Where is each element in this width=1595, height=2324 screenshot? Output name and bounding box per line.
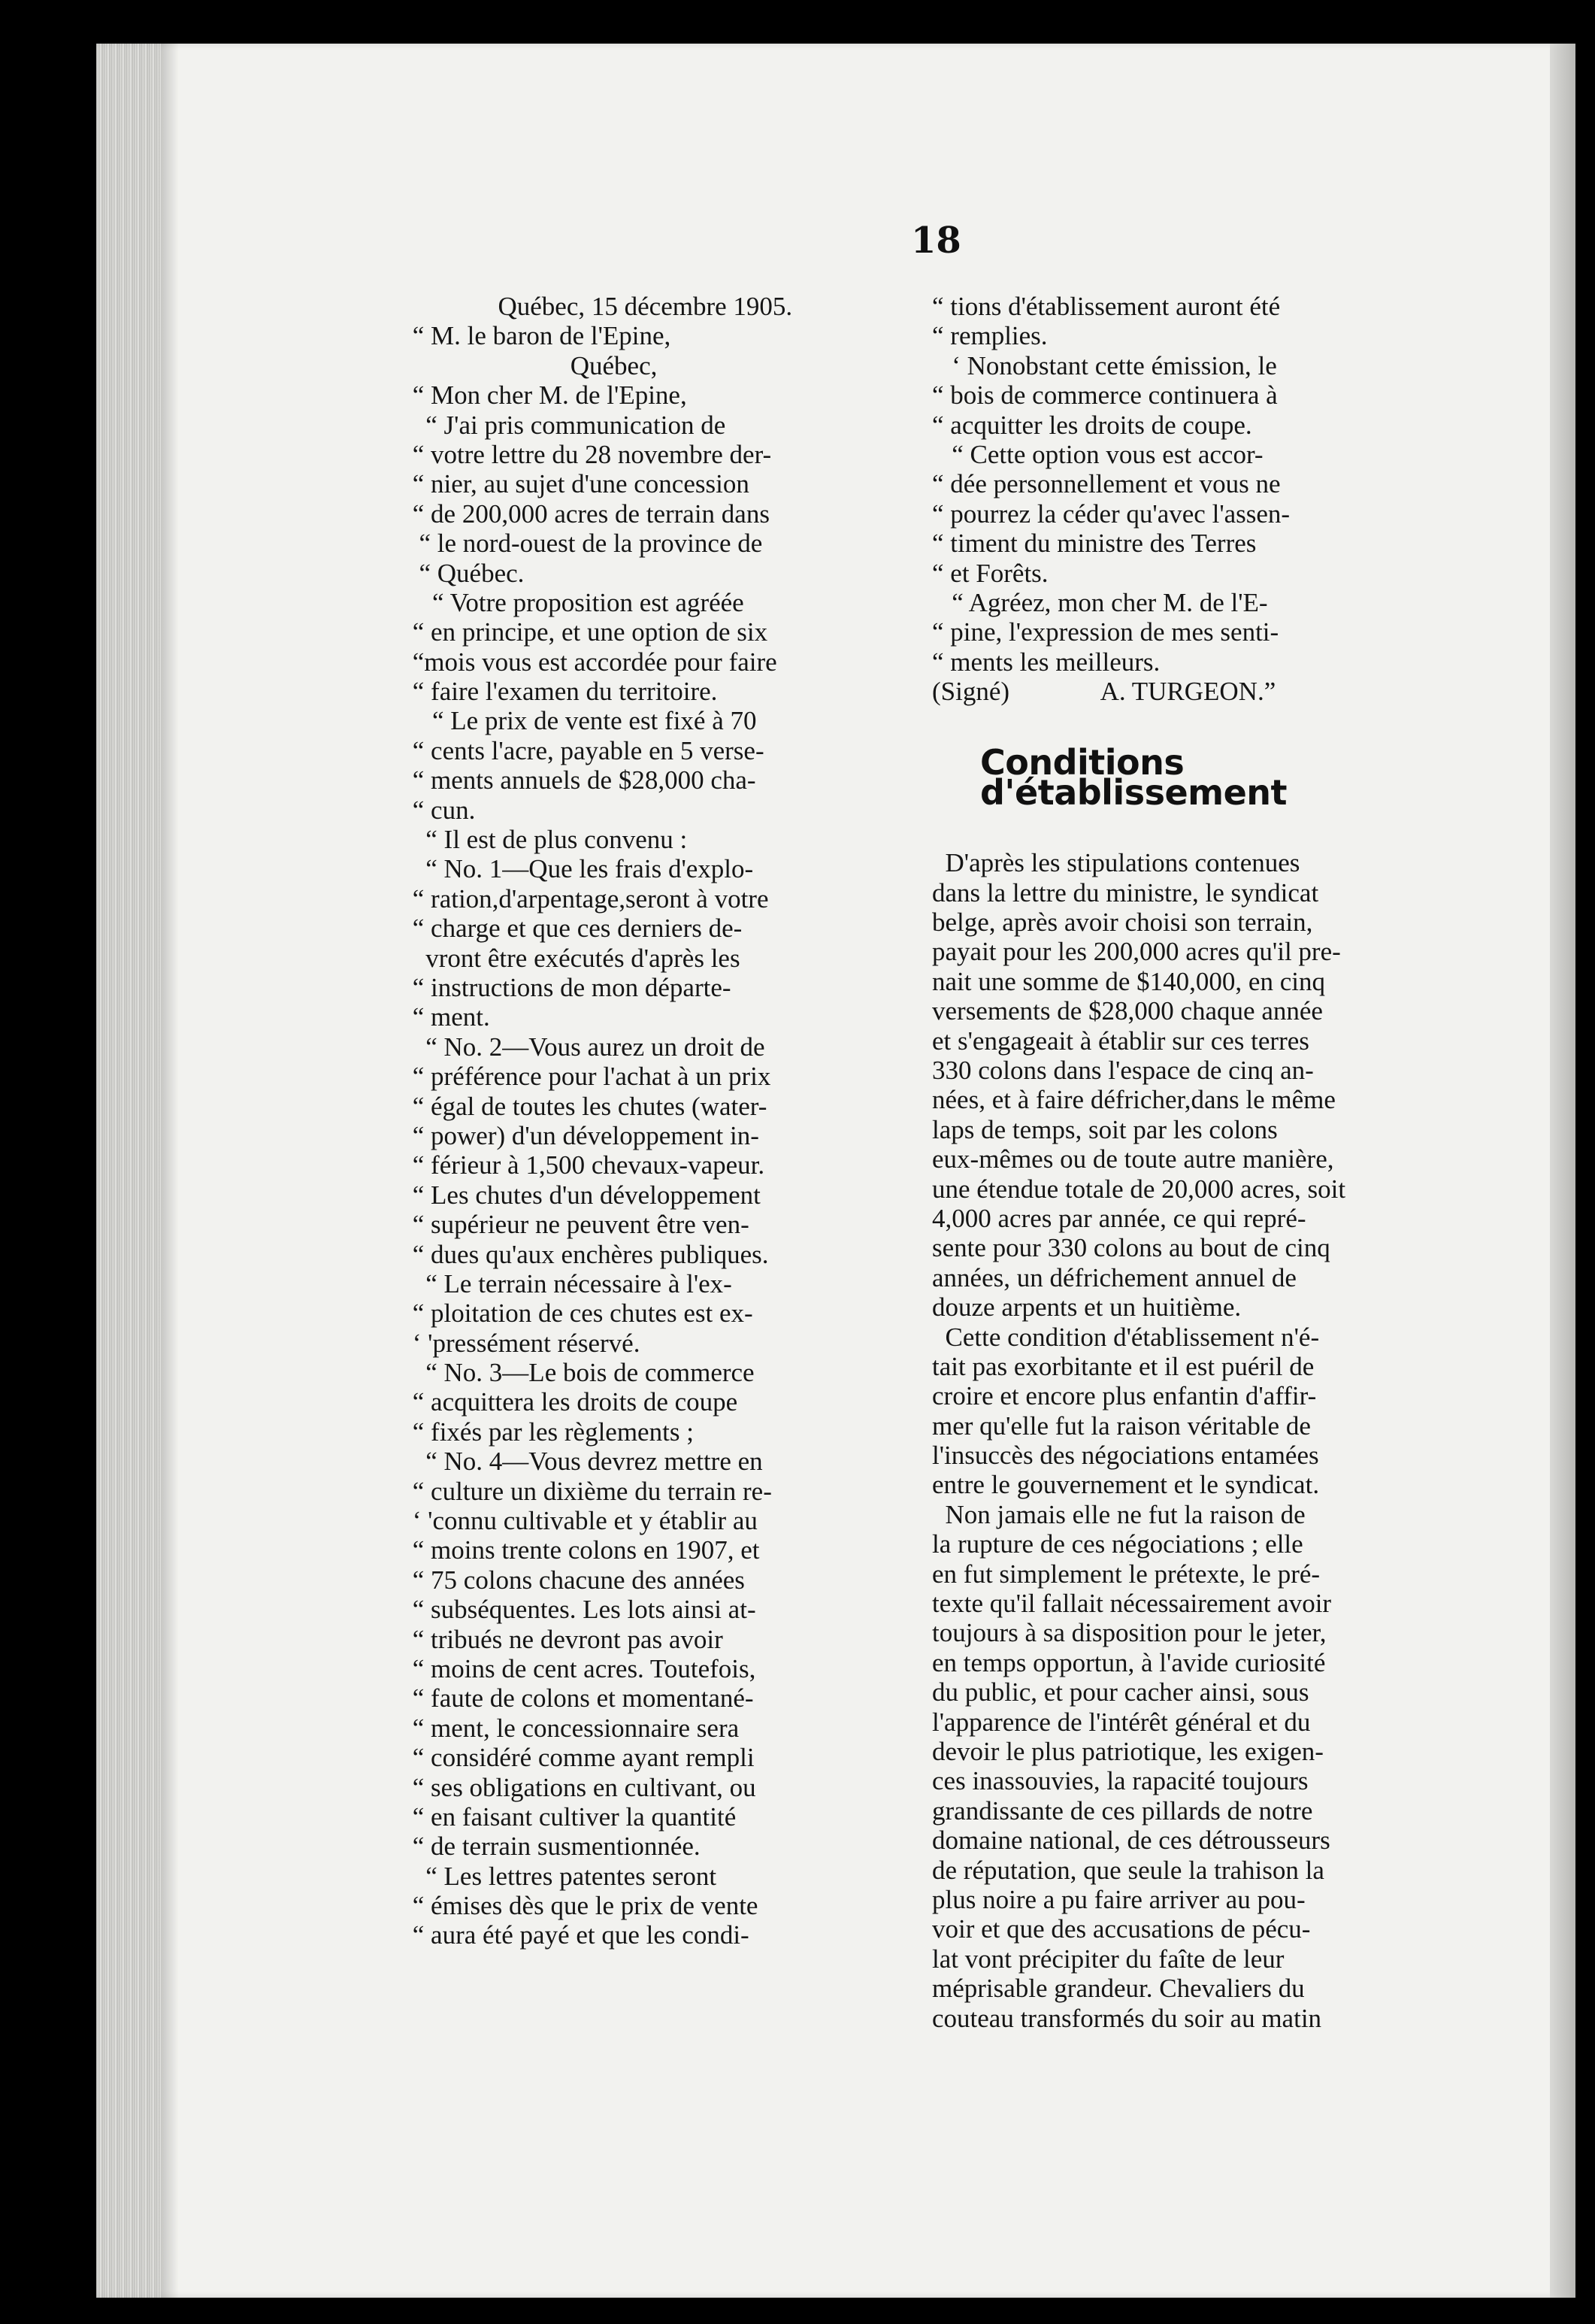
text-line: “ ments annuels de $28,000 cha-: [406, 765, 756, 795]
text-line: ‘ 'pressément réservé.: [406, 1328, 640, 1358]
text-line: ces inassouvies, la rapacité toujours: [932, 1766, 1309, 1796]
text-line: “ aura été payé et que les condi-: [406, 1920, 749, 1950]
text-line: nait une somme de $140,000, en cinq: [932, 966, 1325, 996]
text-line: croire et encore plus enfantin d'affir-: [932, 1381, 1317, 1411]
text-line: “ charge et que ces derniers de-: [406, 914, 743, 944]
text-line: voir et que des accusations de pécu-: [932, 1914, 1311, 1944]
text-line: lat vont précipiter du faîte de leur: [932, 1944, 1285, 1974]
text-line: 330 colons dans l'espace de cinq an-: [932, 1056, 1314, 1086]
text-line: couteau transformés du soir au matin: [932, 2003, 1322, 2033]
text-line: méprisable grandeur. Chevaliers du: [932, 1974, 1305, 2004]
text-line: “ No. 3—Le bois de commerce: [406, 1358, 755, 1388]
text-line: et s'engageait à établir sur ces terres: [932, 1026, 1309, 1056]
text-line: “ en principe, et une option de six: [406, 617, 768, 647]
text-line: “ cun.: [406, 795, 476, 825]
text-line: “mois vous est accordée pour faire: [406, 647, 777, 677]
text-line: la rupture de ces négociations ; elle: [932, 1529, 1303, 1559]
text-line: “ moins trente colons en 1907, et: [406, 1535, 760, 1565]
text-line: “ pine, l'expression de mes senti-: [932, 617, 1279, 647]
text-line: tait pas exorbitante et il est puéril de: [932, 1351, 1315, 1381]
text-line: une étendue totale de 20,000 acres, soit: [932, 1174, 1346, 1204]
text-line: “ émises dès que le prix de vente: [406, 1891, 758, 1921]
text-line: “ ments les meilleurs.: [932, 647, 1161, 677]
text-line: “ dues qu'aux enchères publiques.: [406, 1239, 769, 1269]
text-line: Cette condition d'établissement n'é-: [932, 1322, 1320, 1352]
text-line: belge, après avoir choisi son terrain,: [932, 907, 1313, 938]
text-line: mer qu'elle fut la raison véritable de: [932, 1410, 1311, 1441]
text-line: “ Le prix de vente est fixé à 70: [406, 706, 757, 736]
text-line: “ acquitter les droits de coupe.: [932, 410, 1252, 440]
text-line: en temps opportun, à l'avide curiosité: [932, 1647, 1326, 1677]
text-line: “ tribués ne devront pas avoir: [406, 1624, 723, 1654]
page-number: 18: [911, 220, 961, 262]
text-line: “ Il est de plus convenu :: [406, 825, 688, 855]
text-line: D'après les stipulations contenues: [932, 848, 1300, 878]
text-line: de réputation, que seule la trahison la: [932, 1855, 1324, 1885]
book-spine: [96, 44, 161, 2298]
text-line: “ Agréez, mon cher M. de l'E-: [932, 587, 1268, 617]
text-line: grandissante de ces pillards de notre: [932, 1795, 1313, 1826]
text-line: vront être exécutés d'après les: [406, 943, 740, 973]
text-line: “ férieur à 1,500 chevaux-vapeur.: [406, 1150, 765, 1180]
text-line: “ Les chutes d'un développement: [406, 1180, 761, 1210]
text-line: “ ment.: [406, 1002, 490, 1032]
section-body: [932, 848, 1488, 2033]
text-line: “ dée personnellement et vous ne: [932, 469, 1281, 499]
text-line: “ ploitation de ces chutes est ex-: [406, 1298, 753, 1329]
left-column: [406, 292, 902, 1950]
text-line: l'apparence de l'intérêt général et du: [932, 1707, 1311, 1737]
text-line: “ fixés par les règlements ;: [406, 1417, 694, 1447]
text-line: l'insuccès des négociations entamées: [932, 1441, 1319, 1471]
section-heading: Conditions d'établissement: [980, 742, 1288, 813]
text-line: “ et Forêts.: [932, 558, 1049, 588]
text-line: années, un défrichement annuel de: [932, 1262, 1297, 1292]
text-line: “ subséquentes. Les lots ainsi at-: [406, 1595, 756, 1625]
text-line: “ tions d'établissement auront été: [932, 292, 1281, 321]
text-line: “ Le terrain nécessaire à l'ex-: [406, 1268, 732, 1298]
right-column: [932, 292, 1488, 2033]
text-line: “ ment, le concessionnaire sera: [406, 1713, 740, 1743]
text-line: “ ration,d'arpentage,seront à votre: [406, 883, 769, 914]
text-line: “ No. 4—Vous devrez mettre en: [406, 1447, 763, 1477]
text-line: “ pourrez la céder qu'avec l'assen-: [932, 498, 1291, 529]
text-line: sente pour 330 colons au bout de cinq: [932, 1233, 1330, 1263]
text-line: Non jamais elle ne fut la raison de: [932, 1499, 1306, 1529]
text-line: “ faire l'examen du territoire.: [406, 677, 718, 707]
text-line: laps de temps, soit par les colons: [932, 1114, 1278, 1144]
text-line: Québec, 15 décembre 1905.: [406, 292, 793, 321]
text-line: “ No. 2—Vous aurez un droit de: [406, 1032, 765, 1062]
spine-shadow: [161, 44, 179, 2298]
text-line: payait pour les 200,000 acres qu'il pre-: [932, 937, 1341, 967]
text-line: “ égal de toutes les chutes (water-: [406, 1091, 767, 1121]
text-line: ‘ 'connu cultivable et y établir au: [406, 1506, 758, 1536]
letter-continuation: [932, 292, 1488, 706]
text-line: Québec,: [406, 350, 658, 380]
text-line: versements de $28,000 chaque année: [932, 996, 1323, 1026]
text-line: “ Cette option vous est accor-: [932, 439, 1264, 469]
text-line: “ cents l'acre, payable en 5 verse-: [406, 735, 764, 765]
text-line: du public, et pour cacher ainsi, sous: [932, 1677, 1309, 1707]
text-line: “ moins de cent acres. Toutefois,: [406, 1653, 756, 1683]
text-line: devoir le plus patriotique, les exigen-: [932, 1737, 1324, 1766]
text-line: “ No. 1—Que les frais d'explo-: [406, 854, 754, 884]
text-line: plus noire a pu faire arriver au pou-: [932, 1884, 1306, 1914]
text-line: “ de 200,000 acres de terrain dans: [406, 498, 770, 529]
text-line: ‘ Nonobstant cette émission, le: [932, 350, 1277, 380]
text-line: “ J'ai pris communication de: [406, 410, 726, 440]
text-line: “ power) d'un développement in-: [406, 1120, 759, 1150]
text-line: eux-mêmes ou de toute autre manière,: [932, 1144, 1334, 1174]
text-line: entre le gouvernement et le syndicat.: [932, 1470, 1320, 1500]
text-line: douze arpents et un huitième.: [932, 1292, 1242, 1323]
text-line: “ M. le baron de l'Epine,: [406, 321, 671, 351]
text-line: “ Québec.: [406, 558, 525, 588]
text-line: “ 75 colons chacune des années: [406, 1565, 745, 1595]
text-line: “ de terrain susmentionnée.: [406, 1832, 701, 1862]
text-line: domaine national, de ces détrousseurs: [932, 1826, 1330, 1856]
text-line: 4,000 acres par année, ce qui repré-: [932, 1203, 1306, 1233]
text-line: “ supérieur ne peuvent être ven-: [406, 1210, 749, 1240]
text-line: “ Mon cher M. de l'Epine,: [406, 380, 687, 411]
text-line: “ considéré comme ayant rempli: [406, 1743, 755, 1773]
text-line: “ culture un dixième du terrain re-: [406, 1476, 772, 1506]
text-line: “ acquittera les droits de coupe: [406, 1387, 738, 1417]
text-line: “ faute de colons et momentané-: [406, 1683, 754, 1713]
text-line: (Signé) A. TURGEON.”: [932, 677, 1276, 707]
text-line: en fut simplement le prétexte, le pré-: [932, 1559, 1321, 1589]
text-line: “ ses obligations en cultivant, ou: [406, 1772, 756, 1802]
text-line: “ votre lettre du 28 novembre der-: [406, 439, 772, 469]
text-line: nées, et à faire défricher,dans le même: [932, 1085, 1336, 1115]
text-line: “ Votre proposition est agréée: [406, 587, 744, 617]
text-line: toujours à sa disposition pour le jeter,: [932, 1618, 1327, 1648]
text-line: “ en faisant cultiver la quantité: [406, 1801, 737, 1832]
text-line: “ le nord-ouest de la province de: [406, 529, 763, 559]
text-line: “ remplies.: [932, 321, 1048, 351]
page-edge: [1550, 44, 1575, 2298]
text-line: “ Les lettres patentes seront: [406, 1861, 717, 1891]
text-line: dans la lettre du ministre, le syndicat: [932, 877, 1319, 907]
text-line: “ bois de commerce continuera à: [932, 380, 1278, 411]
text-line: “ préférence pour l'achat à un prix: [406, 1062, 771, 1092]
text-line: “ timent du ministre des Terres: [932, 529, 1257, 559]
text-line: “ nier, au sujet d'une concession: [406, 469, 749, 499]
text-line: “ instructions de mon départe-: [406, 972, 731, 1002]
text-line: texte qu'il fallait nécessairement avoir: [932, 1589, 1332, 1619]
